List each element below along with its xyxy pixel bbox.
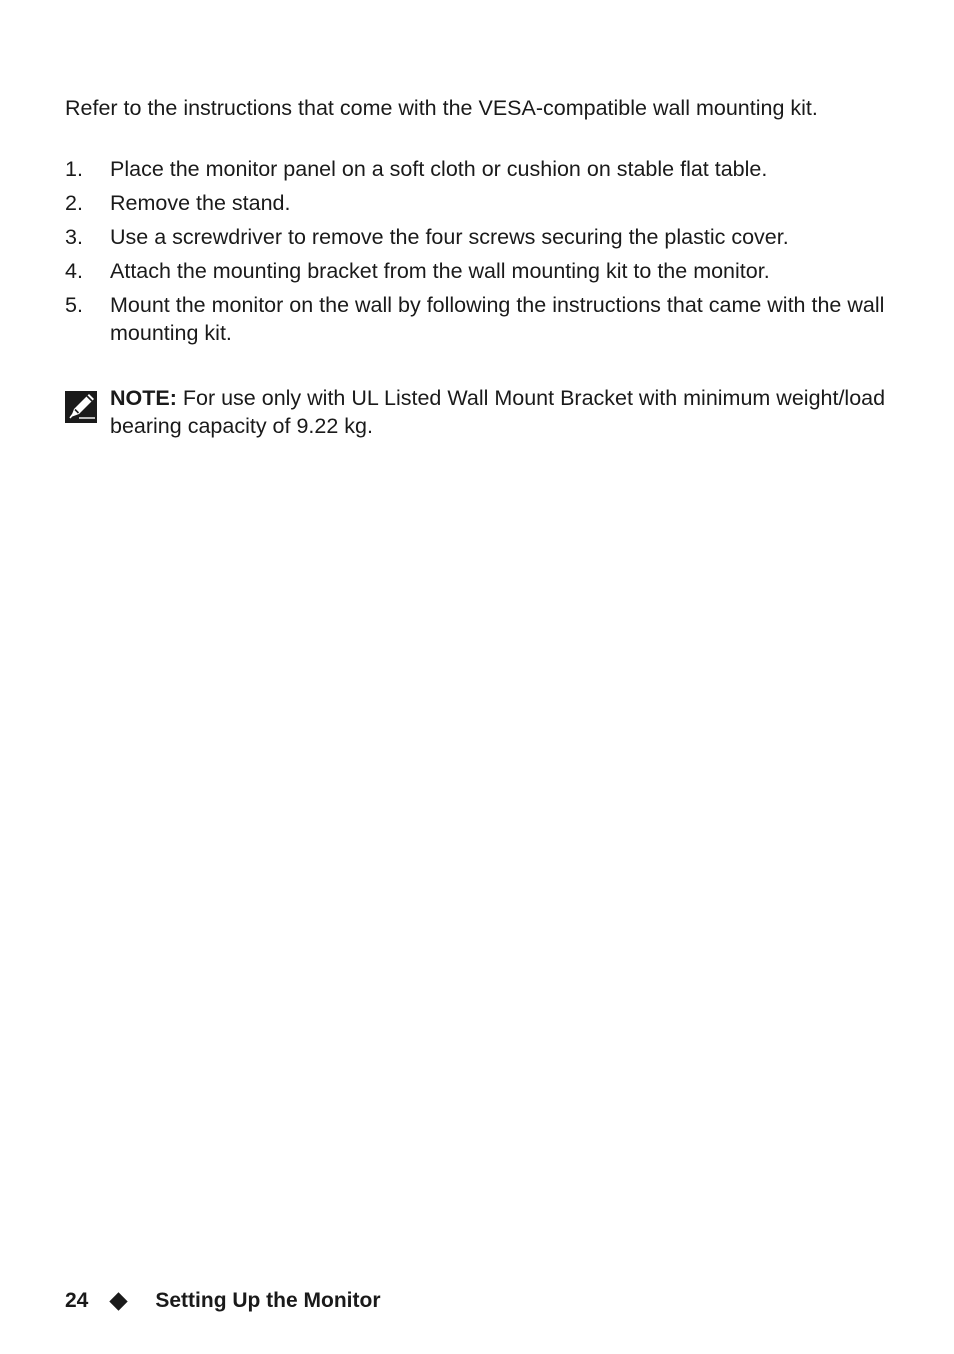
step-number: 5. (65, 293, 83, 317)
step-number: 2. (65, 191, 83, 215)
page-footer (65, 1287, 381, 1315)
step-text: Use a screwdriver to remove the four screws securing the plastic cover. (110, 225, 789, 249)
step-number: 4. (65, 259, 83, 283)
note-pencil-icon (65, 387, 97, 423)
step-item (65, 257, 895, 285)
step-text: Remove the stand. (110, 191, 291, 215)
note-label: NOTE: (110, 386, 177, 410)
step-number: 1. (65, 157, 83, 181)
note-text (110, 384, 895, 440)
step-text: Attach the mounting bracket from the wall mounting kit to the monitor. (110, 259, 770, 283)
step-text: Mount the monitor on the wall by following the instructions that came with the wall mounting kit. (110, 293, 885, 345)
page-number: 24 (65, 1289, 89, 1312)
step-item (65, 155, 895, 183)
steps-list (65, 155, 895, 353)
step-item (65, 291, 895, 347)
note-block (65, 384, 895, 440)
step-text: Place the monitor panel on a soft cloth or cushion on stable flat table. (110, 157, 768, 181)
intro-paragraph: Refer to the instructions that come with the VESA-compatible wall mounting kit. (65, 96, 818, 120)
note-body: For use only with UL Listed Wall Mount Bracket with minimum weight/load bearing capacity of 9.22 kg. (110, 386, 886, 438)
step-number: 3. (65, 225, 83, 249)
section-title: Setting Up the Monitor (155, 1289, 381, 1312)
step-item (65, 189, 895, 217)
step-item (65, 223, 895, 251)
diamond-separator-icon (110, 1292, 128, 1310)
